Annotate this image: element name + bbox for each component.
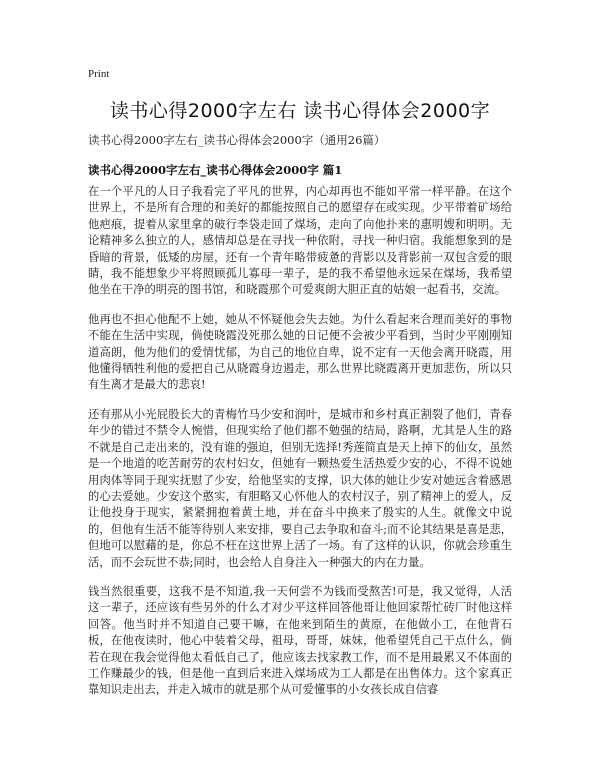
paragraph-3: 还有那从小光屁股长大的青梅竹马少安和润叶，是城市和乡村真正割裂了他们，青春年少的错过不禁令人惋惜，但现实给了他们都不勉强的结局，路啊，尤其是人生的路不就是自己走出来的，没有谁的强迫，但别无选择!秀莲简直是天上掉下的仙女，虽然是一个地道的吃苦耐劳的农村妇女，但她有一颗热爱生活热爱少安的心，不得不说她用肉体等同于现实抚慰了少安，给他坚实的支撑，识大体的她让少安对她远含着感恩的心去爱她。少安这个憨实，有胆略又心怀他人的农村汉子，别了精神上的爱人，反让他投身于现实，紧紧拥抱着黄土地，并在奋斗中换来了殷实的人生。就像文中说的，但他有生活不能等待别人来安排，要自己去争取和奋斗;而不论其结果是喜是悲，但地可以慰藉的是，你总不枉在这世界上活了一场。有了这样的认识，你就会珍重生活，而不会玩世不恭;同时，也会给人自身注入一种强大的内在力量。 [88, 407, 512, 569]
page-title: 读书心得2000字左右 读书心得体会2000字 [109, 100, 491, 122]
document-subtitle: 读书心得2000字左右_读书心得体会2000字（通用26篇） [88, 133, 386, 147]
print-link[interactable]: Print [88, 68, 110, 80]
section-heading: 读书心得2000字左右_读书心得体会2000字 篇1 [88, 163, 343, 177]
paragraph-1: 在一个平凡的人日子我看完了平凡的世界，内心却再也不能如平常一样平静。在这个世界上，不是所有合理的和美好的都能按照自己的愿望存在或实现。少平带着矿场给他疤痕，提着从家里拿的破行李袋走回了煤场，走向了向他扑来的惠明嫂和明明。无论精神多么独立的人，感情却总是在寻找一种依附，寻找一种归宿。我能想象到的是昏暗的背景，低矮的房屋，还有一个青年略带疲惫的背影以及背影前一双包含爱的眼睛，我不能想象少平将照顾孤儿寡母一辈子，是的我不希望他永远呆在煤场，我希望他坐在干净的明亮的图书馆，和晓霞那个可爱爽朗大胆正直的姑娘一起看书，交流。 [88, 185, 512, 297]
paragraph-4: 钱当然很重要，这我不是不知道,我一天何尝不为钱而受熬苦!可是，我又觉得，人活这一辈子，还应该有些另外的什么才对少平这样回答他哥让他回家帮忙砖厂时他这样回答。他当时并不知道自己要干嘛，在他来到陌生的黄原，在他做小工，在他背石板，在他夜读时，他心中装着父母，祖母，哥哥，妹妹，他希望凭自己干点什么，倘若在现在我会觉得他太看低自己了，他应该去找家教工作，而不是用最累又不体面的工作赚最少的钱，但是他一直到后来进入煤场成为工人都是在出售体力。这个家真正靠知识走出去，并走入城市的就是那个从可爱懂事的小女孩长成自信睿 [88, 584, 512, 697]
paragraph-2: 他再也不担心他配不上她，她从不怀疑他会失去她。为什么看起来合理而美好的事物不能在生活中实现，倘使晓霞没死那么她的日记便不会被少平看到，当时少平刚刚知道高朗，他为他们的爱情忧郁，为自己的地位自卑，说不定有一天他会离开晓霞，用他懂得牺牲利他的爱把自己从晓霞身边遏走，那么世界比晓霞离开更加悲伤，所以只有生离才是最大的悲哀! [88, 312, 512, 392]
article-body [88, 184, 512, 712]
